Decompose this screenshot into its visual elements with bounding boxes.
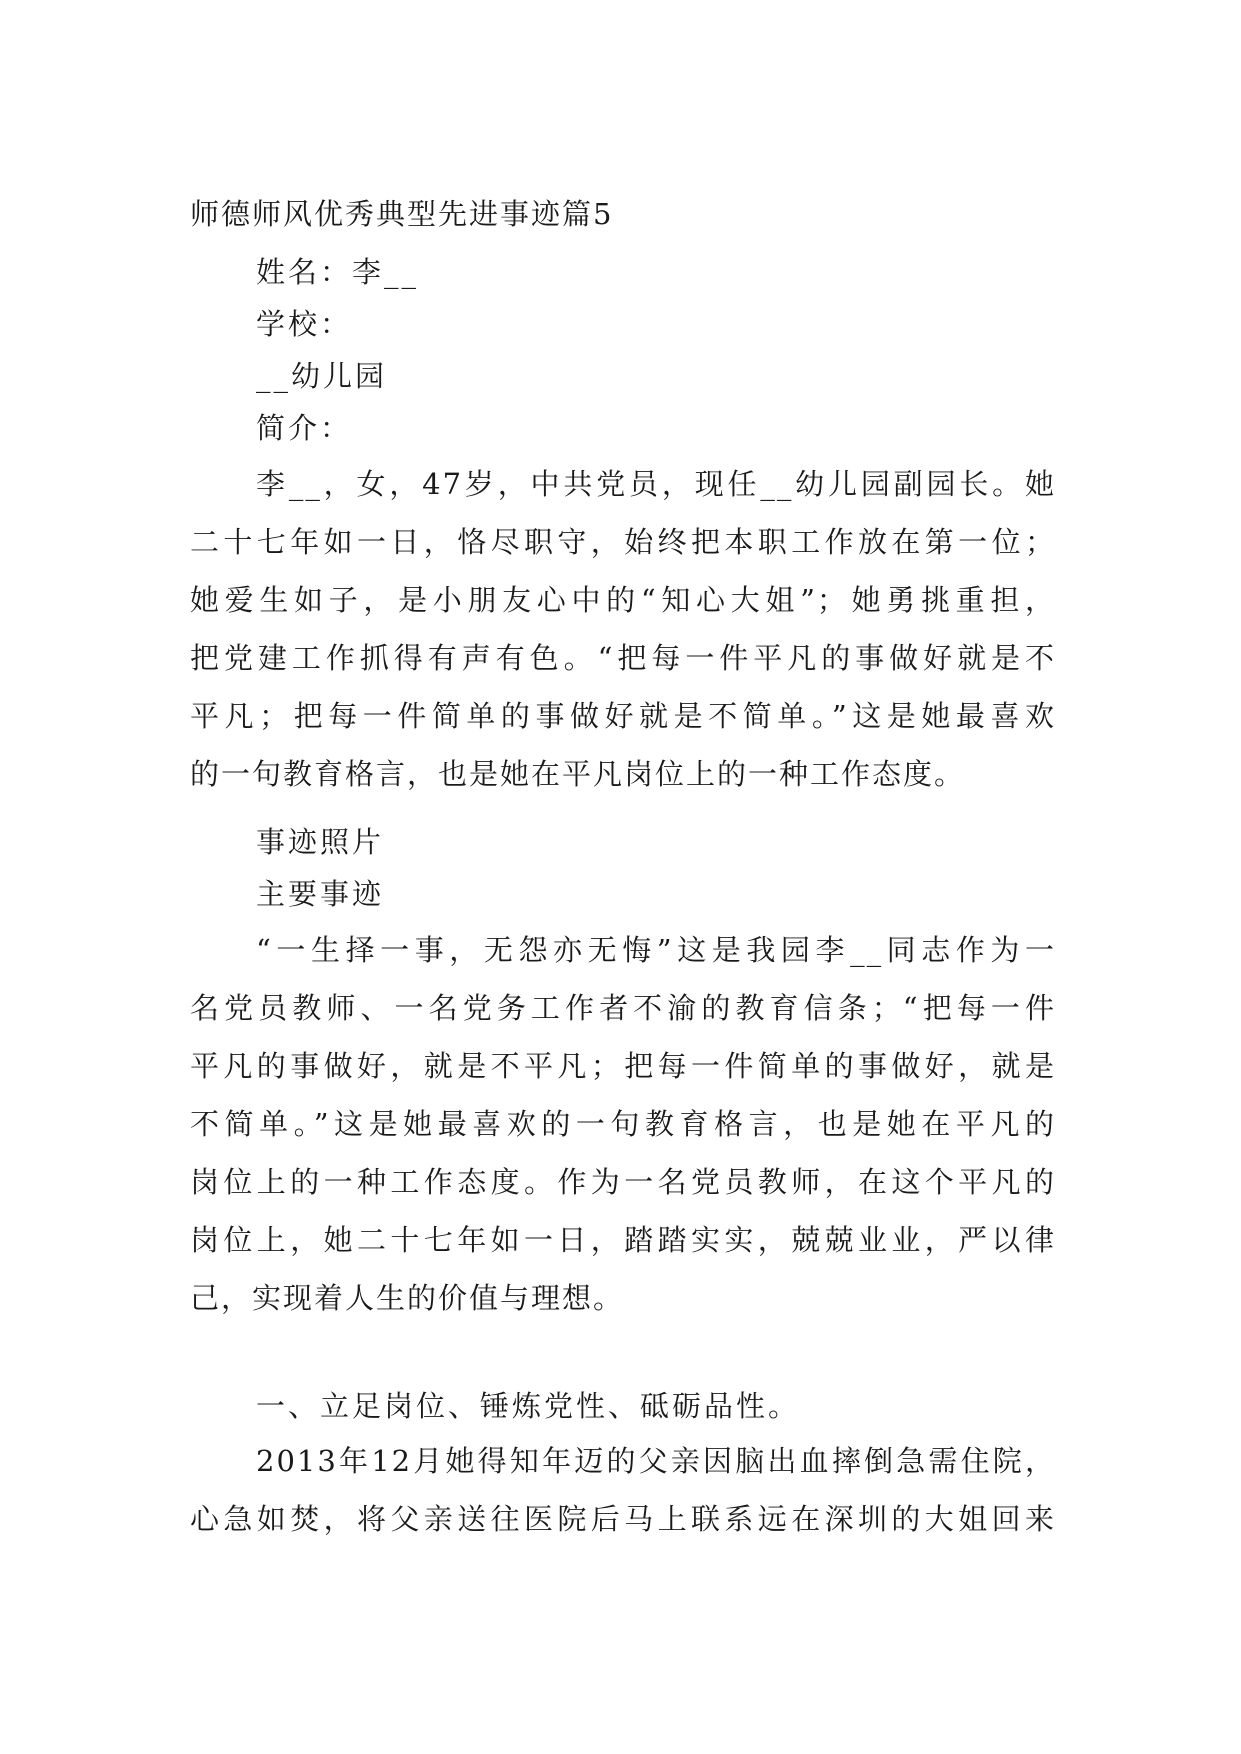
paragraph-line: 二十七年如一日，恪尽职守，始终把本职工作放在第一位；: [190, 525, 1056, 559]
section-1-heading: 一、立足岗位、锤炼党性、砥砺品性。: [256, 1389, 801, 1423]
intro-label: 简介：: [256, 411, 353, 445]
paragraph-line: 的一句教育格言，也是她在平凡岗位上的一种工作态度。: [190, 757, 966, 791]
section-1-paragraph: [190, 1432, 1056, 1548]
main-deeds-paragraph: [190, 921, 1056, 1327]
school-label: 学校：: [256, 307, 353, 341]
paragraph-line: 岗位上，她二十七年如一日，踏踏实实，兢兢业业，严以律: [190, 1223, 1056, 1257]
intro-paragraph: [190, 455, 1056, 803]
paragraph-line: “一生择一事，无怨亦无悔”这是我园李__同志作为一: [256, 933, 1056, 967]
paragraph-line: 把党建工作抓得有声有色。“把每一件平凡的事做好就是不: [190, 641, 1056, 675]
paragraph-line: 平凡；把每一件简单的事做好就是不简单。”这是她最喜欢: [190, 699, 1056, 733]
paragraph-line: 2013年12月她得知年迈的父亲因脑出血摔倒急需住院，: [256, 1444, 1056, 1478]
photo-label: 事迹照片: [256, 825, 385, 859]
paragraph-line: 李__，女，47岁，中共党员，现任__幼儿园副园长。她: [256, 467, 1056, 501]
paragraph-line: 名党员教师、一名党务工作者不渝的教育信条；“把每一件: [190, 991, 1056, 1025]
school-value: __幼儿园: [256, 359, 388, 393]
paragraph-line: 不简单。”这是她最喜欢的一句教育格言，也是她在平凡的: [190, 1107, 1056, 1141]
paragraph-line: 岗位上的一种工作态度。作为一名党员教师，在这个平凡的: [190, 1165, 1056, 1199]
paragraph-line: 心急如焚，将父亲送往医院后马上联系远在深圳的大姐回来: [190, 1502, 1056, 1536]
paragraph-line: 她爱生如子，是小朋友心中的“知心大姐”；她勇挑重担，: [190, 583, 1056, 617]
name-field: 姓名：李__: [256, 255, 420, 289]
document-title: 师德师风优秀典型先进事迹篇5: [190, 197, 614, 231]
main-deeds-label: 主要事迹: [256, 877, 385, 911]
paragraph-line: 平凡的事做好，就是不平凡；把每一件简单的事做好，就是: [190, 1049, 1056, 1083]
paragraph-line: 己，实现着人生的价值与理想。: [190, 1281, 625, 1315]
